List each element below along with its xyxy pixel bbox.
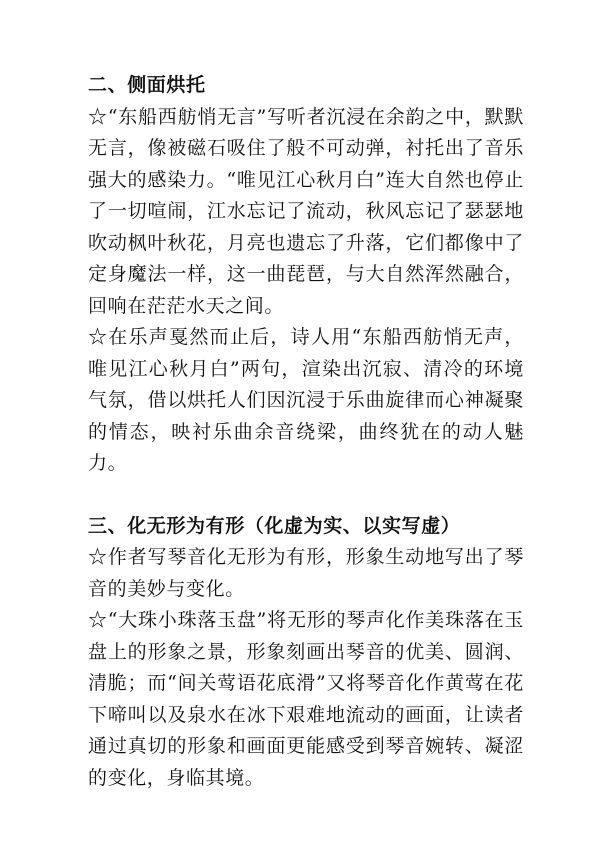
- section-heading: 三、化无形为有形（化虚为实、以实写虚）: [88, 514, 461, 537]
- section-formless-to-form: [88, 511, 524, 795]
- section-heading: 二、侧面烘托: [88, 74, 206, 96]
- paragraph: ☆“大珠小珠落玉盘”将无形的琴声化作美珠落在玉盘上的形象之景，形象刻画出琴音的优美、圆润、清脆；而“间关莺语花底滑”又将琴音化作黄莺在花下啼叫以及泉水在冰下艰难地流动的画面，让读者通过真切的形象和画面更能感受到琴音婉转、凝涩的变化，身临其境。: [88, 609, 524, 789]
- paragraph: ☆作者写琴音化无形为有形，形象生动地写出了琴音的美妙与变化。: [88, 546, 524, 600]
- paragraph: ☆在乐声戛然而止后，诗人用“东船西舫悄无声，唯见江心秋月白”两句，渲染出沉寂、清冷的环境气氛，借以烘托人们因沉浸于乐曲旋律而心神凝聚的情态，映衬乐曲余音绕梁，曲终犹在的动人魅力。: [88, 326, 524, 474]
- document-page: [88, 70, 524, 794]
- paragraph: ☆“东船西舫悄无言”写听者沉浸在余韵之中，默默无言，像被磁石吸住了般不可动弹，衬托出了音乐强大的感染力。“唯见江心秋月白”连大自然也停止了一切喧闹，江水忘记了流动，秋风忘记了瑟瑟地吹动枫叶秋花，月亮也遗忘了升落，它们都像中了定身魔法一样，这一曲琵琶，与大自然浑然融合，回响在茫茫水天之间。: [88, 105, 524, 317]
- section-side-contrast: [88, 70, 524, 480]
